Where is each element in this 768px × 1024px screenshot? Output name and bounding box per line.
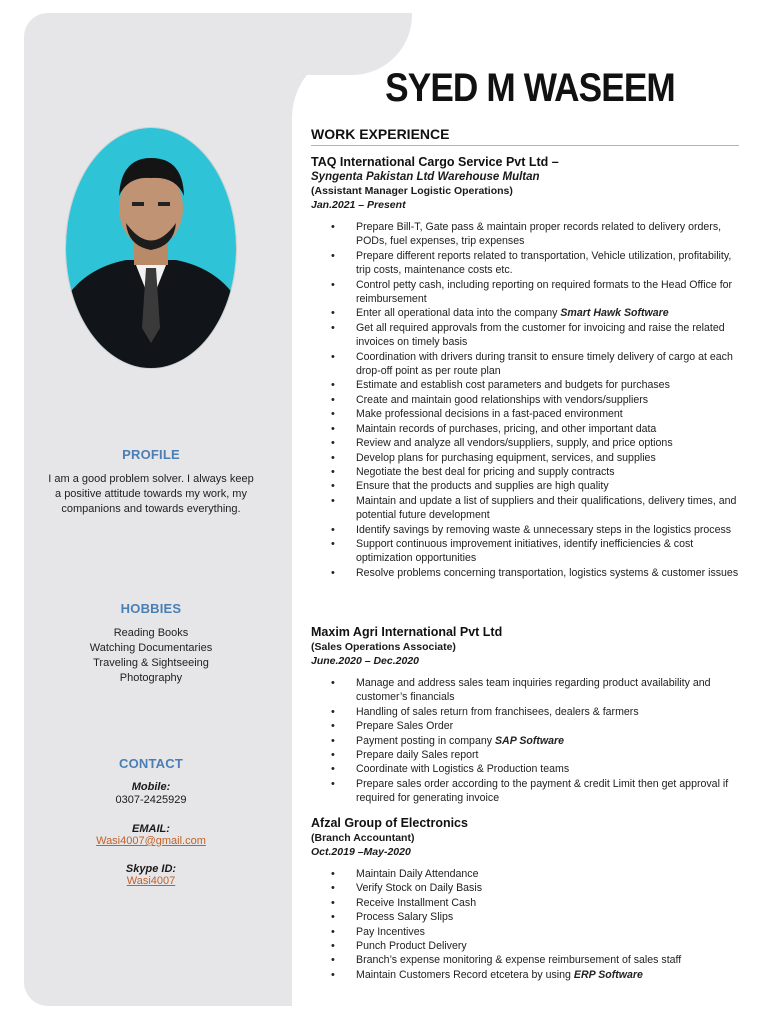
duty-item: • Pay Incentives — [356, 925, 741, 939]
job-entry — [311, 624, 741, 806]
duty-item: • Ensure that the products and supplies are high quality — [356, 479, 741, 493]
email-link[interactable]: Wasi4007@gmail.com — [96, 835, 206, 847]
duty-item: • Develop plans for purchasing equipment, services, and supplies — [356, 451, 741, 465]
job-role: (Assistant Manager Logistic Operations) — [311, 185, 513, 197]
profile-heading: PROFILE — [122, 447, 180, 462]
duty-item: • Punch Product Delivery — [356, 939, 741, 953]
duty-item: • Prepare Bill-T, Gate pass & maintain proper records related to delivery orders, PODs, fuel expenses, trip expenses — [356, 220, 741, 249]
profile-section — [44, 447, 258, 517]
duty-list — [311, 676, 741, 806]
hobbies-heading: HOBBIES — [120, 601, 182, 616]
duty-item: • Support continuous improvement initiatives, identify inefficiencies & cost optimization opportunities — [356, 537, 741, 566]
job-entry — [311, 815, 741, 982]
duty-item: • Coordinate with Logistics & Production teams — [356, 762, 741, 776]
contact-section — [44, 756, 258, 903]
job-company: Maxim Agri International Pvt Ltd — [311, 625, 503, 639]
software-name: ERP Software — [573, 968, 643, 981]
duty-item: • Prepare daily Sales report — [356, 748, 741, 762]
profile-photo — [66, 128, 236, 368]
duty-item: • Maintain and update a list of suppliers and their qualifications, delivery times, and potential future development — [356, 494, 741, 523]
hobbies-section — [44, 601, 258, 686]
duty-item: • Review and analyze all vendors/suppliers, supply, and price options — [356, 436, 741, 450]
duty-item: • Maintain records of purchases, pricing, and other important data — [356, 422, 741, 436]
duty-item: • Resolve problems concerning transportation, logistics systems & customer issues — [356, 566, 741, 580]
duty-item: • Receive Installment Cash — [356, 896, 741, 910]
duty-item: • Prepare different reports related to transportation, Vehicle utilization, profitability, trip costs, maintenance costs etc. — [356, 249, 741, 278]
duty-item: • Coordination with drivers during transit to ensure timely delivery of cargo at each drop-off point as per route plan — [356, 350, 741, 379]
duty-list — [311, 867, 741, 982]
job-dates: June.2020 – Dec.2020 — [311, 655, 419, 667]
duty-item: • Estimate and establish cost parameters and budgets for purchases — [356, 378, 741, 392]
hobby-item: Watching Documentaries — [89, 642, 213, 654]
duty-item: • Make professional decisions in a fast-paced environment — [356, 407, 741, 421]
duty-item: • Manage and address sales team inquiries regarding product availability and customer’s financials — [356, 676, 741, 705]
software-name: Smart Hawk Software — [560, 307, 669, 320]
duty-item: • Identify savings by removing waste & unnecessary steps in the logistics process — [356, 523, 741, 537]
profile-text: I am a good problem solver. I always keep a positive attitude towards my work, my companions and towards everything. — [48, 473, 254, 515]
duty-item: • Negotiate the best deal for pricing and supply contracts — [356, 465, 741, 479]
duty-item: • Maintain Customers Record etcetera by using ERP Software — [356, 968, 741, 982]
section-divider — [311, 145, 739, 146]
duty-item: • Process Salary Slips — [356, 910, 741, 924]
mobile-number: 0307-2425929 — [115, 794, 187, 806]
duty-item: • Maintain Daily Attendance — [356, 867, 741, 881]
duty-item: • Handling of sales return from franchisees, dealers & farmers — [356, 705, 741, 719]
portrait-image — [66, 128, 236, 368]
job-entry — [311, 154, 741, 580]
duty-item: • Control petty cash, including reporting on required formats to the Head Office for reimbursement — [356, 278, 741, 307]
hobby-item: Photography — [119, 672, 183, 684]
job-dates: Jan.2021 – Present — [311, 199, 406, 211]
software-name: SAP Software — [494, 734, 565, 747]
hobby-item: Reading Books — [113, 627, 189, 639]
duty-item: • Prepare sales order according to the payment & credit Limit then get approval if required for generating invoice — [356, 777, 741, 806]
job-subcompany: Syngenta Pakistan Ltd Warehouse Multan — [311, 171, 540, 183]
duty-item: • Verify Stock on Daily Basis — [356, 881, 741, 895]
skype-label: Skype ID: — [125, 863, 177, 875]
duty-item: • Get all required approvals from the customer for invoicing and raise the related invoices on timely basis — [356, 321, 741, 350]
duty-item: • Prepare Sales Order — [356, 719, 741, 733]
mobile-label: Mobile: — [131, 781, 171, 793]
job-company: TAQ International Cargo Service Pvt Ltd – — [311, 155, 559, 169]
duty-item: • Create and maintain good relationships with vendors/suppliers — [356, 393, 741, 407]
duty-list — [311, 220, 741, 580]
skype-link[interactable]: Wasi4007 — [126, 875, 176, 887]
duty-item: • Branch’s expense monitoring & expense reimbursement of sales staff — [356, 953, 741, 967]
email-label: EMAIL: — [132, 823, 170, 835]
job-role: (Sales Operations Associate) — [311, 641, 456, 653]
duty-item: • Payment posting in company SAP Software — [356, 734, 741, 748]
hobby-item: Traveling & Sightseeing — [93, 657, 209, 669]
job-company: Afzal Group of Electronics — [311, 816, 468, 830]
contact-heading: CONTACT — [119, 756, 183, 771]
candidate-name: SYED M WASEEM — [385, 66, 675, 110]
job-dates: Oct.2019 –May-2020 — [311, 846, 411, 858]
duty-item: • Enter all operational data into the company Smart Hawk Software — [356, 306, 741, 320]
work-experience-heading: WORK EXPERIENCE — [311, 126, 450, 142]
job-role: (Branch Accountant) — [311, 832, 415, 844]
